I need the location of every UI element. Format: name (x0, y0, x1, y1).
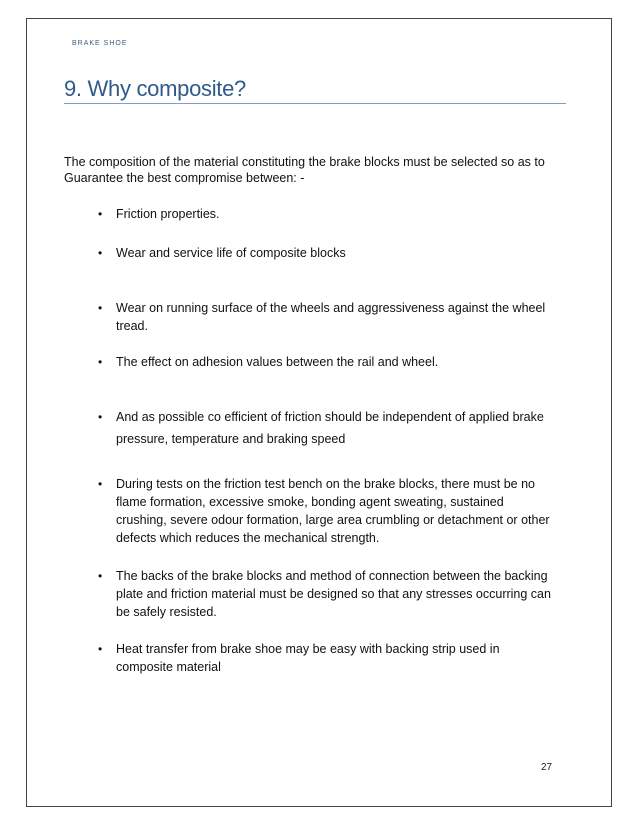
bullet-icon: • (98, 207, 103, 221)
bullet-icon: • (98, 642, 103, 656)
intro-line: Guarantee the best compromise between: - (64, 171, 305, 185)
list-item-text: And as possible co efficient of friction should be independent of applied brake pressure, temperature and braking speed (116, 410, 544, 446)
list-item-text: The effect on adhesion values between the rail and wheel. (116, 355, 439, 369)
bullet-icon: • (98, 569, 103, 583)
title-underline (64, 103, 566, 104)
list-item-text: Wear and service life of composite blocks (116, 246, 346, 260)
list-item-text: Friction properties. (116, 207, 220, 221)
list-item-text: Wear on running surface of the wheels and aggressiveness against the wheel tread. (116, 301, 546, 333)
list-item (98, 567, 553, 621)
bullet-icon: • (98, 477, 103, 491)
list-item (98, 353, 553, 371)
bullet-icon: • (98, 410, 103, 424)
list-item (98, 406, 553, 450)
list-item (98, 640, 553, 676)
list-item (98, 299, 553, 335)
bullet-icon: • (98, 355, 103, 369)
page-number: 27 (541, 762, 553, 773)
list-item-text: Heat transfer from brake shoe may be easy with backing strip used in composite material (116, 642, 500, 674)
list-item (98, 244, 553, 262)
list-item (98, 475, 553, 547)
section-title: 9. Why composite? (64, 76, 246, 101)
bullet-icon: • (98, 301, 103, 315)
list-item (98, 205, 553, 223)
bullet-icon: • (98, 246, 103, 260)
running-header: BRAKE SHOE (72, 40, 128, 47)
list-item-text: The backs of the brake blocks and method of connection between the backing plate and friction material must be designed so that any stresses occurring can be safely resisted. (116, 569, 551, 619)
list-item-text: During tests on the friction test bench on the brake blocks, there must be no flame formation, excessive smoke, bonding agent sweating, sustained crushing, severe odour formation, large area crumbling or detachment or other defects which reduces the mechanical strength. (116, 477, 550, 545)
intro-paragraph (64, 154, 574, 186)
intro-line: The composition of the material constituting the brake blocks must be selected so as to (64, 155, 545, 169)
